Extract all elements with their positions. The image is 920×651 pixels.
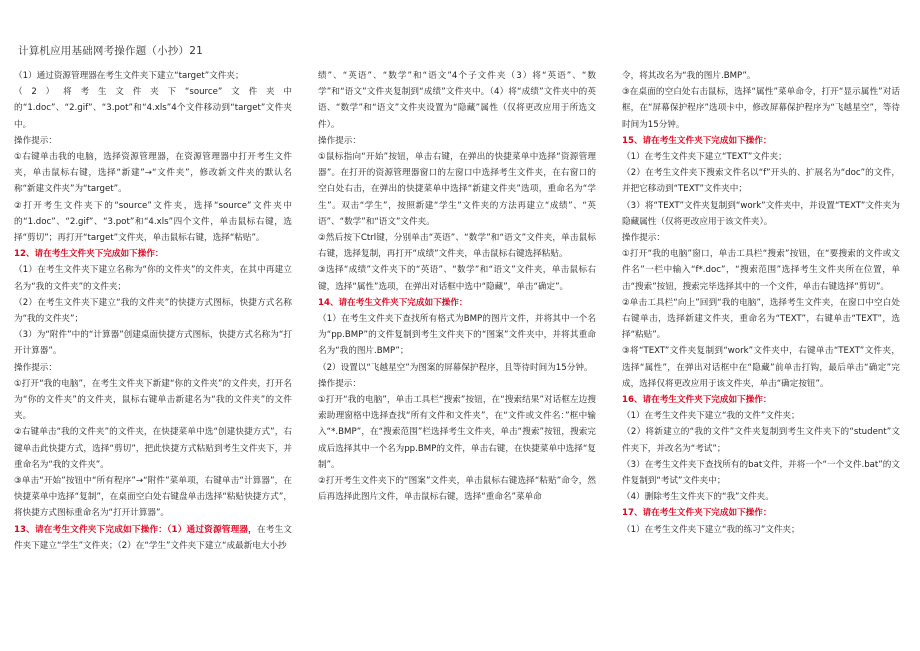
paragraph: ③将“TEXT”文件夹复制到“work”文件夹中，右键单击“TEXT”文件夹，选择“属性”，在弹出对话框中在“隐藏”前单击打钩，最后单击“确定”完成，选择仅将更改应用于该文件夹，单击“确定按钮”。 — [622, 346, 900, 389]
text-column-1 — [14, 68, 292, 554]
paragraph: ①打开“我的电脑”，单击工具栏“搜索”按钮，在“搜索结果”对话框左边搜索助理窗格中选择查找“所有文件和文件夹”，在“文件或文件名：”框中输入“*.BMP”，在“搜索范围”栏选择考生文件夹，单击“搜索”按钮，搜索完成后选择其中一个名为pp.BMP的文件，单击右键，在快捷菜单中选择“复制”。 — [318, 395, 596, 470]
paragraph: （2）将新建立的“我的文件”文件夹复制到考生文件夹下的“student”文件夹下，并改名为“考试”； — [622, 427, 900, 454]
paragraph: （2）在考生文件夹下建立“我的文件夹”的快捷方式图标，快捷方式名称为“我的文件夹”； — [14, 297, 292, 325]
paragraph-with-heading — [14, 522, 292, 554]
paragraph: （1）在考生文件夹下建立“我的练习”文件夹； — [622, 524, 800, 535]
paragraph: ②打开考生文件夹下的“source”文件夹，选择“source”文件夹中的“1.doc”、“2.gif”、“3.pot”和“4.xls”四个文件，单击鼠标右键，选择“剪切”；再打开“target”文件夹，单击鼠标右键，选择“粘贴”。 — [14, 200, 292, 244]
section-heading: 14、请在考生文件夹下完成如下操作： — [318, 297, 468, 308]
paragraph: 操作提示： — [622, 233, 665, 244]
paragraph: （3）将“TEXT”文件夹复制到“work”文件夹中，并设置“TEXT”文件夹为隐藏属性（仅将更改应用于该文件夹）。 — [622, 200, 900, 227]
paragraph: 令，将其改名为“我的图片.BMP”。 — [622, 71, 756, 81]
paragraph: ②然后按下Ctrl键，分别单击“英语”、“数学”和“语文”文件夹，单击鼠标右键，选择复制，再打开“成绩”文件夹，单击鼠标右键选择粘贴。 — [318, 233, 596, 260]
paragraph: （3）在考生文件夹下查找所有的bat文件，并将一个“一个文件.bat”的文件复制到“考试”文件夹中； — [622, 459, 900, 487]
paragraph: （1）在考生文件夹下建立“我的文件”文件夹； — [622, 411, 800, 422]
paragraph: ①鼠标指向“开始”按钮，单击右键，在弹出的快捷菜单中选择“资源管理器”。在打开的资源管理器窗口的左窗口中选择考生文件夹，在右窗口的空白处右击，在弹出的快捷菜单中选择“新建文件夹”选项，重命名为“学生”。双击“学生”，按照新建“学生”文件夹的方法再建立“成绩”、“英语”、“数学”和“语文”文件夹。 — [318, 152, 596, 227]
paragraph: （2）将考生文件夹下“source”文件夹中的“1.doc”、“2.gif”、“3.pot”和“4.xls”4个文件移动到“target”文件夹中。 — [14, 87, 292, 130]
paragraph: 操作提示： — [14, 362, 57, 373]
paragraph: 绩”、“英语”、“数学”和“语文”4个子文件夹（3）将“英语”、“数学”和“语文”文件夹复制到“成绩”文件夹中。（4）将“成绩”文件夹中的英语、“数学”和“语文”文件夹设置为“隐藏”属性（仅将更改应用于所选文件）。 — [318, 71, 596, 130]
section-heading: 17、请在考生文件夹下完成如下操作： — [622, 508, 772, 519]
paragraph: ③单击“开始”按钮中“所有程序”→“附件”菜单项，右键单击“计算器”，在快捷菜单中选择“复制”，在桌面空白处右键盘单击选择“粘贴快捷方式”，将快捷方式图标重命名为“打开计算器”。 — [14, 476, 292, 519]
paragraph: （1）在考生文件夹下查找所有格式为BMP的图片文件，并将其中一个名为“pp.BMP”的文件复制到考生文件夹下的“图案”文件夹中，并将其重命名为“我的图片.BMP”； — [318, 314, 596, 357]
section-heading: 16、请在考生文件夹下完成如下操作： — [622, 395, 772, 406]
paragraph: ①打开“我的电脑”窗口，单击工具栏“搜索”按钮，在“要搜索的文件或文件名”一栏中输入“f*.doc”，“搜索范围”选择考生文件夹所在位置，单击“搜索”按钮，搜索完毕选择其中的一个文件，单击右键选择“剪切”。 — [622, 249, 900, 292]
text-column-3 — [622, 68, 900, 538]
paragraph: 操作提示： — [318, 135, 361, 146]
paragraph: （1）在考生文件夹下建立“TEXT”文件夹； — [622, 152, 787, 163]
paragraph: 操作提示： — [318, 378, 361, 389]
paragraph: ①打开“我的电脑”，在考生文件夹下新建“你的文件夹”的文件夹，打开名为“你的文件夹”的文件夹，鼠标右键单击新建名为“我的文件夹”的文件夹。 — [14, 378, 292, 422]
paragraph: （2）设置以“飞越星空”为图案的屏幕保护程序，且等待时间为15分钟。 — [318, 362, 593, 373]
paragraph: ③在桌面的空白处右击鼠标，选择“属性”菜单命令，打开“显示属性”对话框，在“屏幕保护程序”选项卡中，修改屏幕保护程序为“飞越星空”，等待时间为15分钟。 — [622, 87, 900, 130]
paragraph: （1）通过资源管理器在考生文件夹下建立“target”文件夹； — [14, 71, 244, 81]
section-heading: 12、请在考生文件夹下完成如下操作： — [14, 249, 164, 260]
paragraph: （1）在考生文件夹下建立名称为“你的文件夹”的文件夹，在其中再建立名为“我的文件夹”的文件夹； — [14, 265, 292, 292]
paragraph: ②右键单击“我的文件夹”的文件夹，在快捷菜单中选“创建快捷方式”，右键单击此快捷方式，选择“剪切”，把此快捷方式粘贴到考生文件夹下，并重命名为“我的文件夹”。 — [14, 427, 292, 470]
paragraph: ②打开考生文件夹下的“图案”文件夹，单击鼠标右键选择“粘贴”命令，然后再选择此图片文件，单击鼠标右键，选择“重命名”菜单命 — [318, 476, 596, 503]
document-title: 计算机应用基础网考操作题（小抄）21 — [18, 45, 203, 57]
section-heading: 13、请在考生文件夹下完成如下操作：（1）通过资源管理器， — [14, 524, 257, 535]
paragraph: ①右键单击我的电脑，选择资源管理器，在资源管理器中打开考生文件夹，单击鼠标右键，选择“新建”→“文件夹”，修改新文件夹的默认名称“新建文件夹”为“target”。 — [14, 152, 292, 195]
paragraph: （3）为“附件”中的“计算器”创建桌面快捷方式图标，快捷方式名称为“打开计算器”。 — [14, 330, 292, 357]
paragraph-text: 在考生文件夹下建立“学生”文件夹；（2）在“学生”文件夹下建立“成最新电大小抄 — [14, 524, 292, 551]
section-heading: 15、请在考生文件夹下完成如下操作： — [622, 135, 772, 146]
paragraph: ②单击工具栏“向上”回到“我的电脑”，选择考生文件夹，在窗口中空白处右键单击，选择新建文件夹，重命名为“TEXT”，右键单击“TEXT”，选择“粘贴”。 — [622, 297, 900, 341]
text-column-2 — [318, 68, 596, 505]
paragraph: （4）删除考生文件夹下的“我”文件夹。 — [622, 492, 774, 503]
paragraph: 操作提示： — [14, 135, 57, 146]
paragraph: ③选择“成绩”文件夹下的“英语”、“数学”和“语文”文件夹，单击鼠标右键，选择“属性”选项，在弹出对话框中选中“隐藏”，单击“确定”。 — [318, 265, 596, 292]
paragraph: （2）在考生文件夹下搜索文件名以“f”开头的、扩展名为“doc”的文件，并把它移动到“TEXT”文件夹中； — [622, 168, 900, 195]
